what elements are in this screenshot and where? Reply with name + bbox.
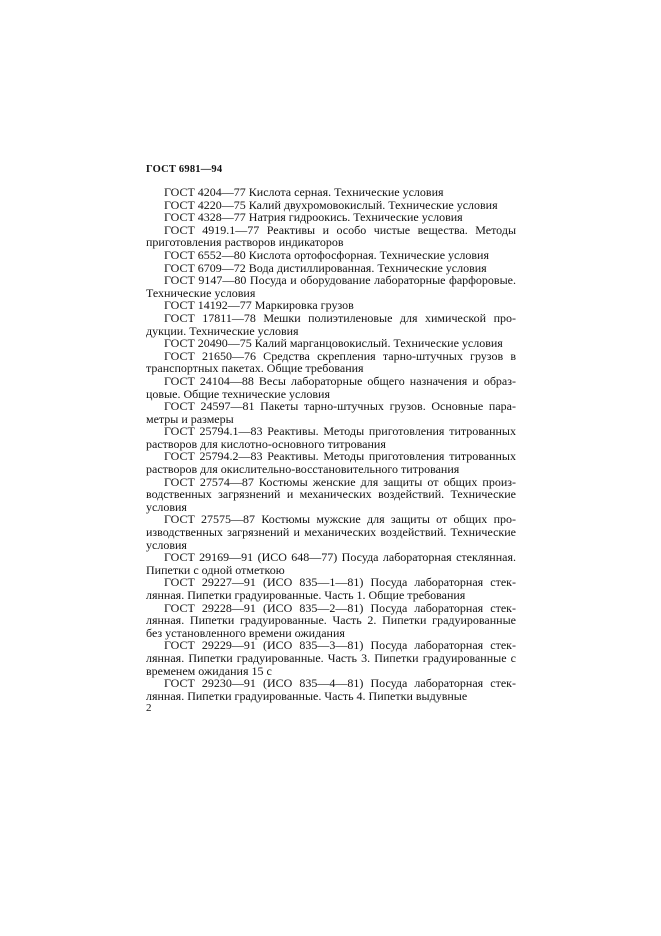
reference-entry: ГОСТ 27574—87 Костюмы женские для защиты от общих производственных загрязнений и механических воздействий. Технические условия [146, 474, 516, 514]
reference-entry: ГОСТ 24104—88 Весы лабораторные общего назначения и образцовые. Общие технические условия [146, 373, 516, 401]
page-number: 2 [146, 702, 152, 714]
reference-entry: ГОСТ 21650—76 Средства скрепления тарно-штучных грузов в транспортных пакетах. Общие требования [146, 348, 516, 376]
reference-entry: ГОСТ 4204—77 Кислота серная. Технические условия [164, 185, 444, 199]
reference-entry: ГОСТ 25794.1—83 Реактивы. Методы приготовления титрованных растворов для кислотно-основного титрования [146, 424, 516, 451]
reference-entry: ГОСТ 6709—72 Вода дистиллированная. Технические условия [164, 260, 487, 275]
reference-entry: ГОСТ 6552—80 Кислота ортофосфорная. Технические условия [164, 247, 489, 262]
reference-entry: ГОСТ 4919.1—77 Реактивы и особо чистые вещества. Методы приготовления растворов индикаторов [146, 222, 516, 250]
reference-entry: ГОСТ 14192—77 Маркировка грузов [164, 298, 354, 313]
reference-entry: ГОСТ 29229—91 (ИСО 835—3—81) Посуда лабораторная стеклянная. Пипетки градуированные. Часть 3. Пипетки градуированные с временем ожидания 15 с [146, 638, 516, 678]
reference-list [146, 186, 516, 702]
reference-entry: ГОСТ 17811—78 Мешки полиэтиленовые для химической продукции. Технические условия [146, 310, 516, 338]
page-header: ГОСТ 6981—94 [146, 164, 223, 175]
reference-entry: ГОСТ 29228—91 (ИСО 835—2—81) Посуда лабораторная стеклянная. Пипетки градуированные. Часть 2. Пипетки градуированные без установленного времени ожидания [146, 600, 516, 640]
reference-entry: ГОСТ 20490—75 Калий марганцовокислый. Технические условия [164, 336, 503, 351]
reference-entry: ГОСТ 4328—77 Натрия гидроокись. Технические условия [164, 210, 463, 225]
reference-entry: ГОСТ 25794.2—83 Реактивы. Методы приготовления титрованных растворов для окислительно-восстановительного титрования [146, 449, 516, 477]
reference-entry: ГОСТ 29230—91 (ИСО 835—4—81) Посуда лабораторная стеклянная. Пипетки градуированные. Часть 4. Пипетки выдувные [146, 676, 516, 703]
reference-entry: ГОСТ 29227—91 (ИСО 835—1—81) Посуда лабораторная стеклянная. Пипетки градуированные. Часть 1. Общие требования [146, 575, 516, 602]
reference-entry: ГОСТ 29169—91 (ИСО 648—77) Посуда лабораторная стеклянная. Пипетки с одной отметкою [146, 550, 516, 577]
reference-entry: ГОСТ 4220—75 Калий двухромовокислый. Технические условия [164, 197, 498, 212]
reference-entry: ГОСТ 27575—87 Костюмы мужские для защиты от общих производственных загрязнений и механических воздействий. Технические условия [146, 512, 516, 552]
reference-entry: ГОСТ 24597—81 Пакеты тарно-штучных грузов. Основные параметры и размеры [146, 399, 516, 426]
reference-entry: ГОСТ 9147—80 Посуда и оборудование лабораторные фарфоровые. Технические условия [146, 273, 516, 300]
